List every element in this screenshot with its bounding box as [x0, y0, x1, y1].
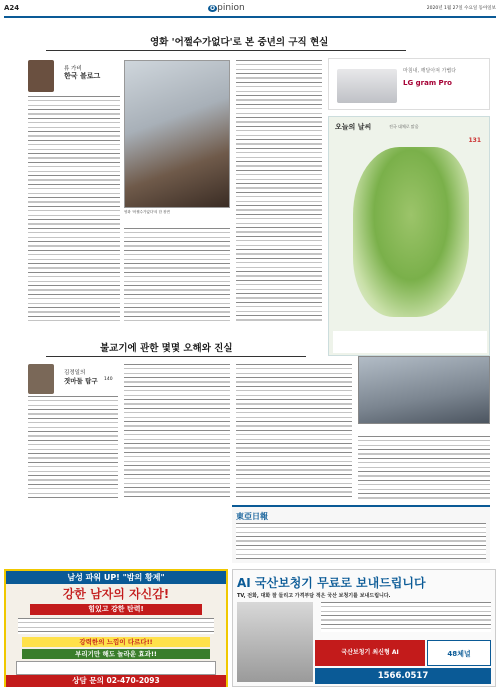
masthead-box — [232, 505, 490, 563]
column-name: 겻마둘 탐구 — [64, 377, 98, 385]
section-initial: O — [210, 5, 216, 12]
ad-left-phone[interactable]: 상담 문의 02-470-2093 — [6, 675, 226, 687]
ad-lg-brand: LG gram Pro — [403, 79, 452, 87]
ad-lg-text: 마침내, 깨달아져 가볍다 — [403, 68, 457, 74]
ad-left-top: 남성 파워 UP! "밤의 황제" — [6, 571, 226, 584]
ad-right-person-photo — [237, 602, 313, 682]
author-blog: 한국 블로그 — [64, 72, 101, 80]
issue-date: 2020년 1월 27일 수요일 동아일보 — [426, 6, 496, 11]
masthead-details — [236, 523, 486, 559]
author-photo — [28, 364, 54, 394]
column-number: 140 — [104, 377, 113, 382]
ad-left-box — [16, 661, 216, 675]
ad-left-body — [18, 618, 214, 634]
article1-col-2 — [124, 228, 230, 322]
article2-rule — [46, 356, 306, 357]
ad-left-line-c: 부리기만 해도 놀라운 효과!! — [22, 649, 210, 659]
movie-photo — [124, 60, 230, 208]
ad-right-title: AI 국산보청기 무료로 보내드립니다 — [237, 576, 426, 590]
ad-right[interactable] — [232, 569, 496, 687]
weather-subtitle: 전국 대체로 맑음 — [389, 124, 419, 129]
ad-left[interactable] — [4, 569, 228, 687]
temple-photo — [358, 356, 490, 424]
masthead-brand: 東亞日報 — [236, 512, 268, 521]
ad-left-line-a: 힘있고 강한 탄력! — [30, 604, 202, 615]
ad-right-channel: 48체널 — [427, 640, 491, 666]
author-name: 류 가비 — [64, 66, 82, 72]
ad-left-headline: 강한 남자의 자신감! — [62, 587, 170, 601]
article1-col-3 — [236, 60, 322, 322]
page-number: A24 — [4, 4, 20, 12]
article2-col-1 — [28, 396, 118, 500]
article2-col-3 — [236, 364, 352, 500]
article1-headline: 영화 '어쩔수가없다'로 본 중년의 구직 현실 — [150, 37, 329, 48]
ad-right-subtitle: TV, 전화, 대화 잘 들리고 가격부담 적은 국산 보청기를 보내드립니다. — [237, 593, 391, 599]
weather-table — [333, 331, 487, 353]
article1-rule — [46, 50, 406, 51]
ad-right-phone[interactable]: 1566.0517 — [315, 668, 491, 684]
weather-badge: 131 — [468, 137, 481, 144]
article1-col-1 — [28, 96, 120, 322]
page-header — [0, 0, 500, 24]
weather-title: 오늘의 날씨 — [335, 123, 372, 131]
header-rule — [4, 16, 496, 18]
section-title: O pinion — [210, 3, 245, 13]
article2-col-2 — [124, 364, 230, 500]
ad-lg-gram[interactable] — [328, 58, 490, 110]
weather-map — [353, 147, 469, 317]
ad-right-body — [321, 602, 491, 632]
author-photo — [28, 60, 54, 92]
laptop-image — [337, 69, 397, 103]
movie-photo-caption: 영화 '어쩔수가없다'의 한 장면 — [124, 210, 170, 214]
weather-panel — [328, 116, 490, 356]
article2-headline: 불교기에 관한 몇몇 오해와 진실 — [100, 343, 233, 354]
article2-col-4 — [358, 436, 490, 500]
ad-right-ai-label: 국산보청기 최신형 AI — [315, 640, 425, 666]
ad-left-line-b: 강력한의 느낌이 다르다!! — [22, 637, 210, 647]
author-name: 김정일의 — [64, 370, 86, 376]
